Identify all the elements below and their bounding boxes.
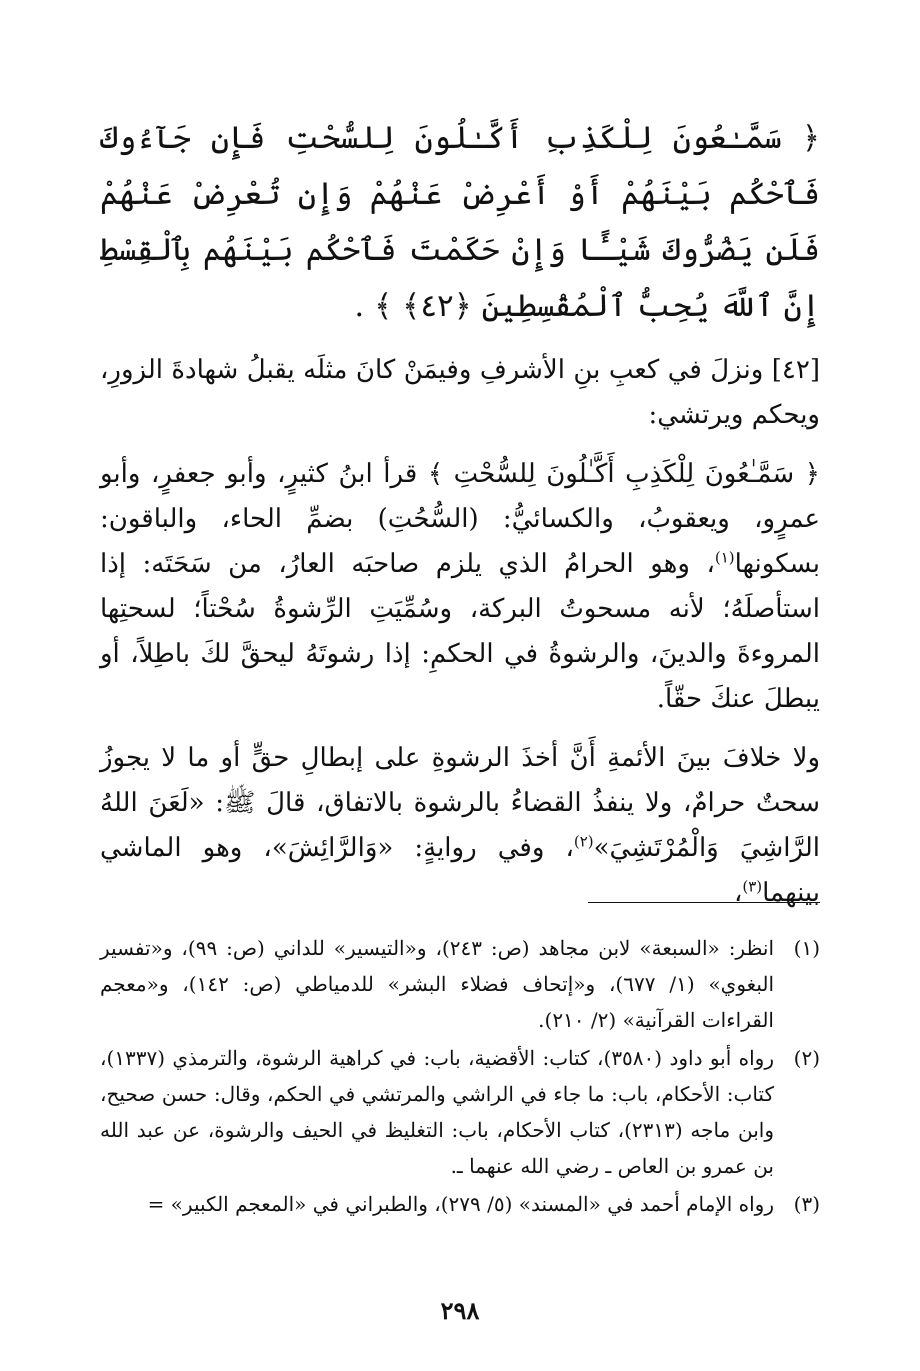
main-text <box>100 110 820 930</box>
footnote-divider <box>588 902 820 903</box>
footnote-item <box>100 1186 820 1222</box>
footnote-ref-3: (٣) <box>742 877 763 896</box>
page-number: ٢٩٨ <box>440 1296 480 1325</box>
footnote-item <box>100 1040 820 1184</box>
footnote-text: رواه أبو داود (٣٥٨٠)، كتاب: الأقضية، باب: في كراهية الرشوة، والترمذي (١٣٣٧)، كتاب: الأحكام، باب: ما جاء في الراشي والمرتشي في الحكم، وقال: حسن صحيح، وابن ماجه (٢٣١٣)، كتاب الأحكام، باب: التغليظ في الحيف والرشوة، عن عبد الله بن عمرو بن العاص ـ رضي الله عنهما ـ. <box>100 1046 774 1178</box>
commentary-paragraph <box>100 452 820 722</box>
verse-intro-paragraph: [٤٢] ونزلَ في كعبِ بنِ الأشرفِ وفيمَنْ كانَ مثلَه يقبلُ شهادةَ الزورِ، ويحكم ويرتشي: <box>100 355 820 430</box>
commentary-text: ﴿ سَمَّـٰعُونَ لِلْكَذِبِ أَكَّـٰلُونَ لِلسُّحْتِ ﴾ قرأ ابنُ كثيرٍ، وأبو جعفرٍ، وأبو عمرٍو، ويعقوبُ، والكسائيُّ: (السُّحُتِ) بضمِّ الحاء، والباقون: بسكونها <box>100 459 820 579</box>
footnotes <box>100 930 820 1224</box>
footnote-ref-1: (١) <box>714 548 735 567</box>
footnote-number: (٢) <box>793 1046 820 1070</box>
commentary-text-continued: ، وهو الحرامُ الذي يلزم صاحبَه العارُ، من سَحَتَه: إذا استأصلَهُ؛ لأنه مسحوتُ البركة، وسُمِّيَتِ الرِّشوةُ سُحْتاً؛ لسحتِها المروءةَ والدينَ، والرشوةُ في الحكمِ: إذا رشوتَهُ ليحقَّ لكَ باطِلاً، أو يبطلَ عنكَ حقّاً. <box>100 549 820 714</box>
footnote-number: (١) <box>793 936 820 960</box>
ruling-text-end: ، <box>733 878 743 908</box>
ruling-text: ولا خلافَ بينَ الأئمةِ أَنَّ أخذَ الرشوةِ على إبطالِ حقٍّ أو ما لا يجوزُ سحتٌ حرامٌ، ولا ينفذُ القضاءُ بالرشوة بالاتفاق، قالَ ﷺ: «لَعَنَ اللهُ الرَّاشِيَ وَالْمُرْتَشِيَ» <box>100 743 820 863</box>
footnote-item <box>100 930 820 1038</box>
ruling-paragraph <box>100 736 820 916</box>
quran-verse: ﴿ سَمَّـٰعُونَ لِلْكَذِبِ أَكَّـٰلُونَ لِلسُّحْتِ فَإِن جَآءُوكَ فَٱحْكُم بَيْنَهُمْ أَوْ أَعْرِضْ عَنْهُمْ وَإِن تُعْرِضْ عَنْهُمْ فَلَن يَضُرُّوكَ شَيْـًٔا وَإِنْ حَكَمْتَ فَٱحْكُم بَيْنَهُم بِٱلْقِسْطِ إِنَّ ٱللَّهَ يُحِبُّ ٱلْمُقْسِطِينَ ﴿٤٢﴾ ﴾ . <box>100 120 820 324</box>
footnote-text: انظر: «السبعة» لابن مجاهد (ص: ٢٤٣)، و«التيسير» للداني (ص: ٩٩)، و«تفسير البغوي» (١/ ٦٧٧)، و«إتحاف فضلاء البشر» للدمياطي (ص: ١٤٢)، و«معجم القراءات القرآنية» (٢/ ٢١٠). <box>100 936 775 1032</box>
footnote-number: (٣) <box>793 1192 820 1216</box>
footnote-ref-2: (٢) <box>573 832 594 851</box>
ruling-text-continued: ، وفي روايةٍ: «وَالرَّائِشَ»، وهو الماشي بينهما <box>100 833 820 908</box>
footnote-text: رواه الإمام أحمد في «المسند» (٥/ ٢٧٩)، والطبراني في «المعجم الكبير» = <box>147 1192 774 1216</box>
